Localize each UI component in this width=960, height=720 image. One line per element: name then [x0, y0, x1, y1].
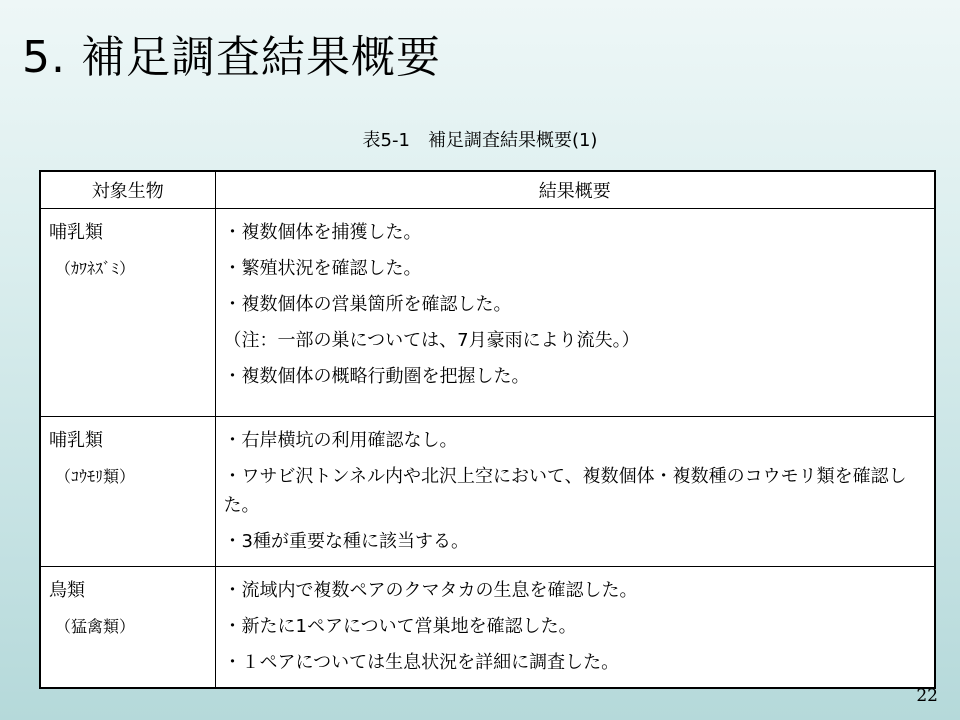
slide-title: 5. 補足調査結果概要 [22, 32, 441, 83]
result-line: ・１ペアについては生息状況を詳細に調査した。 [223, 652, 620, 673]
result-line: ・複数個体を捕獲した。 [223, 222, 422, 243]
column-header-summary: 結果概要 [215, 171, 935, 209]
subject-detail: （ｺｳﾓﾘ類） [55, 467, 136, 486]
result-line: ・複数個体の概略行動圏を把握した。 [223, 366, 530, 387]
table-row [40, 209, 935, 417]
result-note: （注：一部の巣については、7月豪雨により流失。） [223, 330, 640, 351]
page-number: 22 [916, 686, 938, 706]
summary-cell [215, 209, 935, 417]
table-header-row [40, 171, 935, 209]
subject-name: 哺乳類 [49, 222, 103, 243]
subject-cell [40, 567, 215, 689]
table-row [40, 417, 935, 567]
subject-cell [40, 209, 215, 417]
subject-detail: （ｶﾜﾈｽﾞﾐ） [55, 259, 136, 278]
summary-cell [215, 567, 935, 689]
result-line: ・3種が重要な種に該当する。 [223, 531, 469, 552]
table-caption: 表5-1 補足調査結果概要(1) [362, 130, 598, 151]
subject-cell [40, 417, 215, 567]
result-line: ・流域内で複数ペアのクマタカの生息を確認した。 [223, 580, 638, 601]
result-line: ・ワサビ沢トンネル内や北沢上空において、複数個体・複数種のコウモリ類を確認した。 [223, 466, 907, 516]
column-header-subject: 対象生物 [40, 171, 215, 209]
result-line: ・複数個体の営巣箇所を確認した。 [223, 294, 512, 315]
result-line: ・繁殖状況を確認した。 [223, 258, 422, 279]
results-table [39, 170, 936, 689]
result-line: ・右岸横坑の利用確認なし。 [223, 430, 458, 451]
summary-cell [215, 417, 935, 567]
subject-name: 哺乳類 [49, 430, 103, 451]
subject-name: 鳥類 [49, 580, 85, 601]
subject-detail: （猛禽類） [55, 617, 136, 636]
result-line: ・新たに1ペアについて営巣地を確認した。 [223, 616, 577, 637]
table-row [40, 567, 935, 689]
